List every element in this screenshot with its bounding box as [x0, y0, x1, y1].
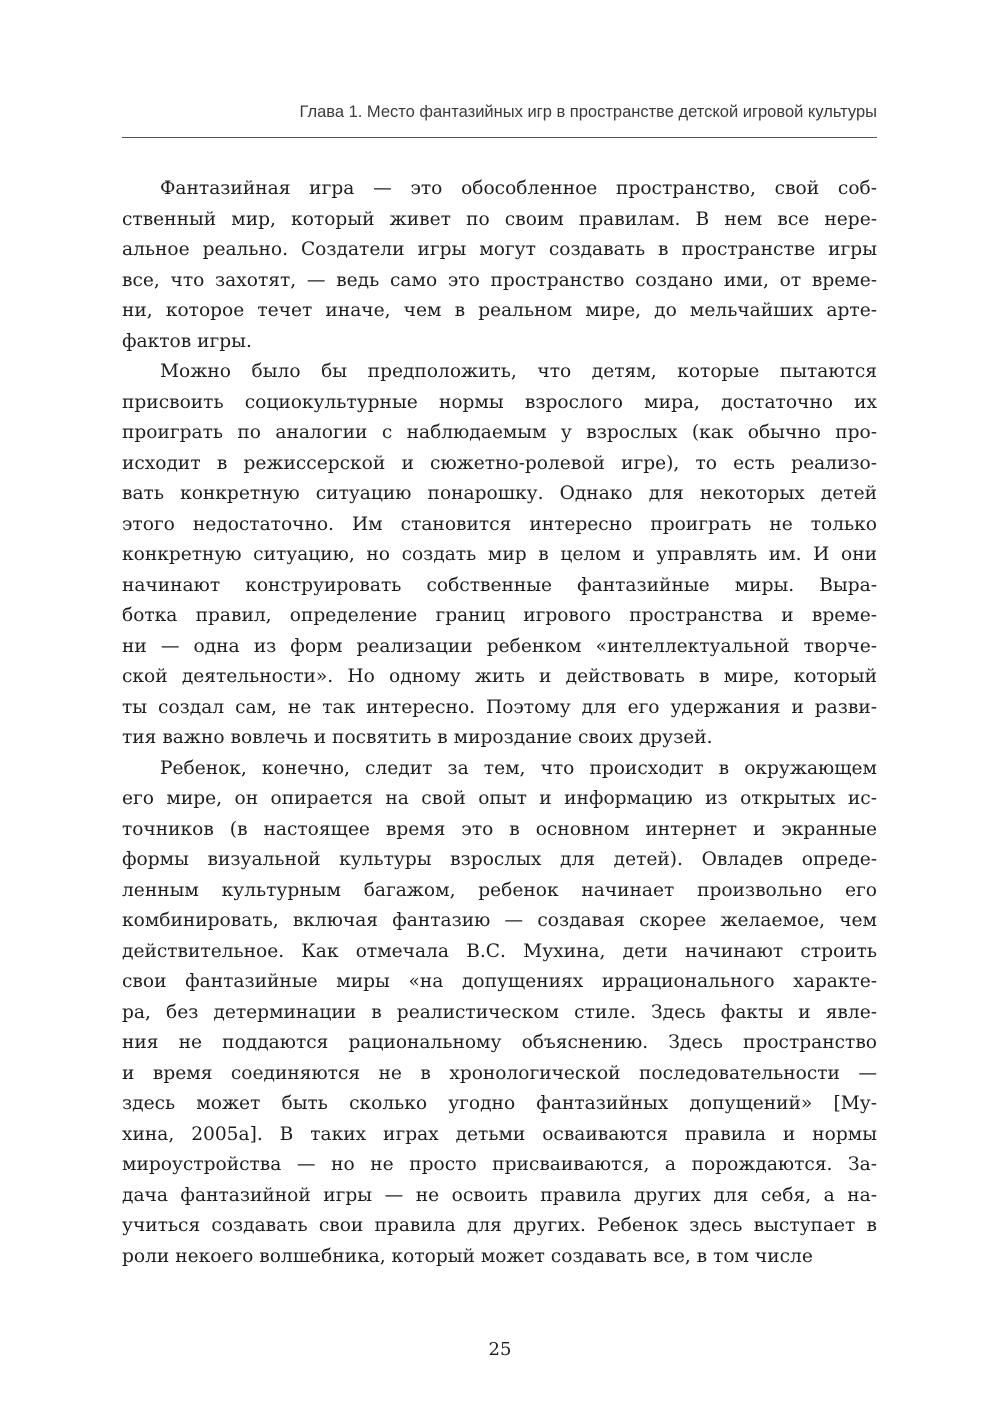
text-line: вать конкретную ситуацию понарошку. Однако для некоторых детей: [122, 483, 877, 504]
running-header: Глава 1. Место фантазийных игр в пространстве детской игровой культуры: [299, 103, 877, 121]
text-line: хина, 2005а]. В таких играх детьми осваиваются правила и нормы: [122, 1123, 877, 1145]
text-line: ленным культурным багажом, ребенок начинает произвольно его: [122, 879, 877, 901]
text-line: исходит в режиссерской и сюжетно-ролевой игре), то есть реализо-: [122, 452, 877, 474]
page-number: 25: [488, 1339, 512, 1360]
text-line: фактов игры.: [122, 330, 252, 352]
text-line: конкретную ситуацию, но создать мир в целом и управлять им. И они: [122, 544, 877, 565]
header-divider: [122, 137, 877, 138]
text-line: комбинировать, включая фантазию — создавая скорее желаемое, чем: [122, 910, 877, 931]
text-line: мироустройства — но не просто присваиваются, а порождаются. За-: [122, 1154, 877, 1175]
text-line: ра, без детерминации в реалистическом стиле. Здесь факты и явле-: [122, 1001, 877, 1023]
text-line: Фантазийная игра — это обособленное пространство, свой соб-: [160, 178, 877, 199]
text-line: ни, которое течет иначе, чем в реальном мире, до мельчайших арте-: [122, 300, 877, 321]
text-line: формы визуальной культуры взрослых для детей). Овладев опреде-: [122, 849, 877, 870]
text-line: дача фантазийной игры — не освоить правила других для себя, а на-: [122, 1184, 877, 1206]
text-line: все, что захотят, — ведь само это пространство создано ими, от време-: [122, 269, 877, 291]
text-line: роли некоего волшебника, который может создавать все, в том числе: [122, 1245, 813, 1267]
text-line: альное реально. Создатели игры могут создавать в пространстве игры: [122, 239, 877, 260]
text-line: ской деятельности». Но одному жить и действовать в мире, который: [122, 666, 877, 687]
text-line: учиться создавать свои правила для других. Ребенок здесь выступает в: [122, 1215, 877, 1236]
text-line: ни — одна из форм реализации ребенком «интеллектуальной творче-: [122, 635, 877, 657]
text-line: проиграть по аналогии с наблюдаемым у взрослых (как обычно про-: [122, 422, 877, 443]
text-line: и время соединяются не в хронологической последовательности —: [122, 1062, 877, 1084]
text-line: его мире, он опирается на свой опыт и информацию из открытых ис-: [122, 788, 877, 809]
text-line: ственный мир, который живет по своим правилам. В нем все нере-: [122, 208, 877, 230]
text-line: здесь может быть сколько угодно фантазийных допущений» [Му-: [122, 1093, 877, 1114]
paragraph: [122, 357, 877, 754]
text-line: свои фантазийные миры «на допущениях иррационального характе-: [122, 971, 877, 992]
text-line: тия важно вовлечь и посвятить в мироздание своих друзей.: [122, 727, 713, 748]
text-line: Ребенок, конечно, следит за тем, что происходит в окружающем: [160, 757, 877, 779]
text-line: действительное. Как отмечала В.С. Мухина, дети начинают строить: [122, 940, 877, 962]
text-line: ния не поддаются рациональному объяснению. Здесь пространство: [122, 1032, 877, 1053]
paragraph: [122, 174, 877, 357]
text-line: этого недостаточно. Им становится интересно проиграть не только: [122, 513, 877, 535]
body-text: [122, 174, 877, 1272]
text-line: ты создал сам, не так интересно. Поэтому для его удержания и разви-: [122, 696, 877, 718]
text-line: начинают конструировать собственные фантазийные миры. Выра-: [122, 574, 877, 596]
text-line: точников (в настоящее время это в основном интернет и экранные: [122, 818, 877, 840]
text-line: ботка правил, определение границ игрового пространства и време-: [122, 605, 877, 626]
text-line: Можно было бы предположить, что детям, которые пытаются: [160, 361, 877, 382]
paragraph: [122, 754, 877, 1273]
text-line: присвоить социокультурные нормы взрослого мира, достаточно их: [122, 391, 877, 413]
